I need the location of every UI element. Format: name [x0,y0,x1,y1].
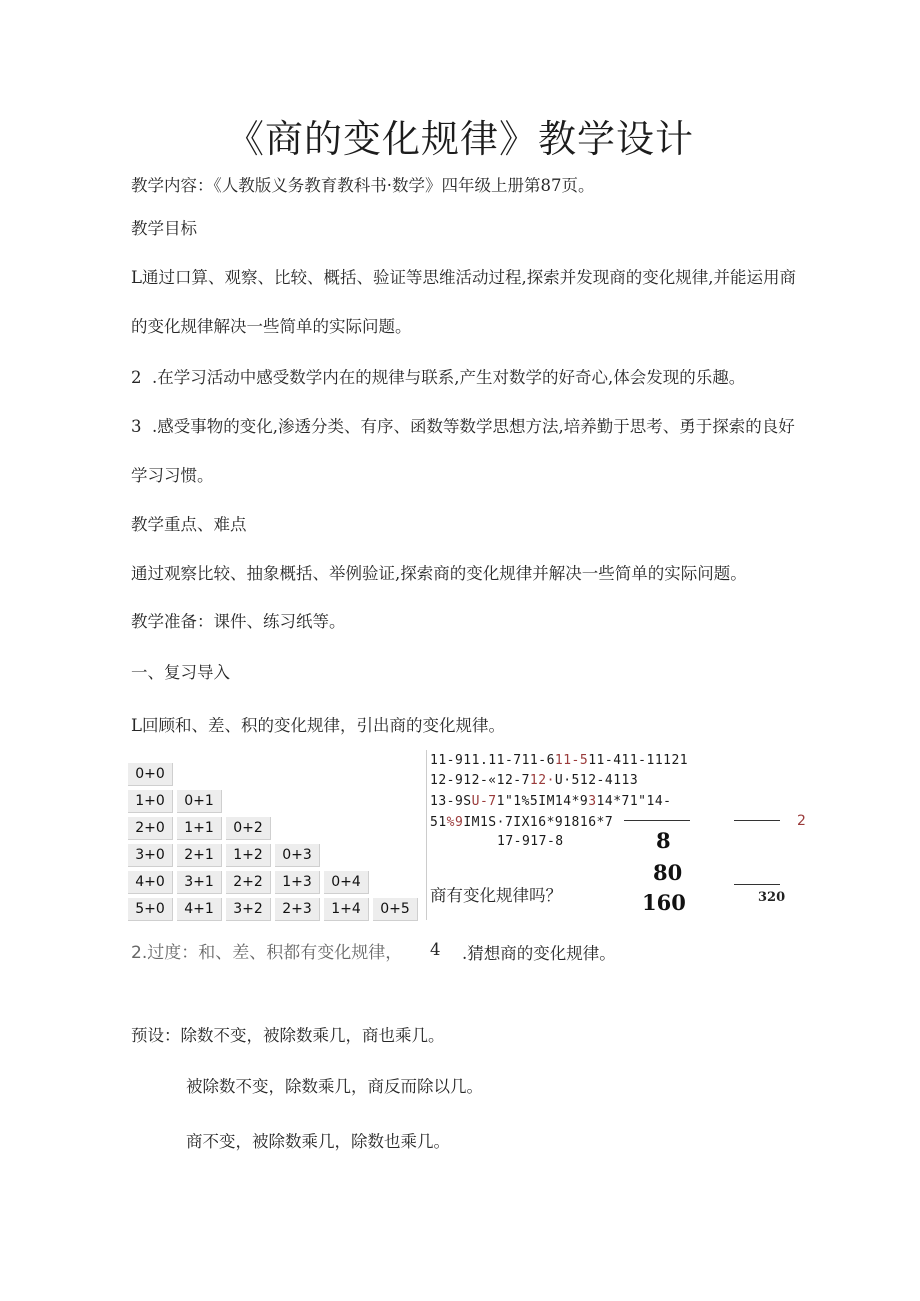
grid-cell: 0+0 [128,763,173,786]
formula-line-4 [430,815,613,830]
objective-3-line-2: 学习习惯。 [131,466,214,485]
formula-line-1-red: 11-5 [554,753,589,768]
teaching-content: 教学内容：《人教版义务教育教科书·数学》四年级上册第87页。 [131,176,595,195]
grid-cell: 3+2 [226,898,271,921]
grid-cell: 1+0 [128,790,173,813]
grid-cell: 4+1 [177,898,222,921]
formula-line-4-a: 51 [430,815,447,830]
section-review-heading: 一、复习导入 [131,663,230,682]
grid-cell: 1+1 [177,817,222,840]
hypothesis-3: 商不变，被除数乘几，除数也乘几。 [186,1132,450,1151]
transition-line [131,938,402,963]
grid-divider [426,750,427,920]
hypothesis-1: 预设：除数不变，被除数乘几，商也乘几。 [131,1026,445,1045]
formula-line-4-b: IM1S·7IX16*91816*7 [463,815,614,830]
rule-line-2 [734,820,780,821]
formula-line-3-red: U-7 [471,794,497,809]
preparation: 教学准备：课件、练习纸等。 [131,612,346,631]
formula-line-3-c: 14*71"14- [596,794,672,809]
formula-line-5: 17-917-8 [497,834,564,849]
key-points-text: 通过观察比较、抽象概括、举例验证,探索商的变化规律并解决一些简单的实际问题。 [131,564,747,583]
rule-line-1 [624,820,690,821]
objective-1-line-1: L通过口算、观察、比较、概括、验证等思维活动过程,探索并发现商的变化规律,并能运用商 [131,268,796,287]
transition-text-b: .猜想商的变化规律。 [462,944,616,963]
grid-cell: 2+0 [128,817,173,840]
number-2: 2 [797,813,806,829]
grid-cell: 0+1 [177,790,222,813]
grid-cell: 1+3 [275,871,320,894]
formula-line-1-a: 11-911.11-711-6 [430,753,555,768]
objectives-heading: 教学目标 [131,219,197,238]
review-text: L回顾和、差、积的变化规律，引出商的变化规律。 [131,716,505,735]
grid-cell: 0+4 [324,871,369,894]
number-320: 320 [758,890,786,905]
transition-text-a: 2.过度：和、差、积都有变化规律， [131,943,403,963]
number-8: 8 [656,828,671,853]
transition-number: 4 [430,940,441,959]
grid-cell: 0+5 [373,898,418,921]
formula-line-3-red-2: 3 [588,794,597,809]
objective-3-line-1: 3 .感受事物的变化,渗透分类、有序、函数等数学思想方法,培养勤于思考、勇于探索的良好 [131,417,795,436]
rule-line-3 [734,884,780,885]
grid-cell: 1+2 [226,844,271,867]
quotient-question: 商有变化规律吗？ [430,886,562,905]
grid-cell: 3+0 [128,844,173,867]
grid-cell: 3+1 [177,871,222,894]
formula-line-3 [430,794,672,809]
grid-cell: 5+0 [128,898,173,921]
formula-line-1-b: 11-411-11121 [588,753,689,768]
objective-2: 2 .在学习活动中感受数学内在的规律与联系,产生对数学的好奇心,体会发现的乐趣。 [131,368,746,387]
formula-line-3-a: 13-9S [430,794,472,809]
number-160: 160 [642,890,686,915]
formula-line-3-b: 1"1%5IM14*9 [496,794,589,809]
objective-1-line-2: 的变化规律解决一些简单的实际问题。 [131,317,412,336]
number-80: 80 [653,860,683,885]
grid-cell: 2+1 [177,844,222,867]
grid-cell: 0+3 [275,844,320,867]
hypothesis-2: 被除数不变，除数乘几，商反而除以几。 [186,1077,483,1096]
formula-line-2-b: U·512-4113 [554,773,639,788]
formula-line-4-red: %9 [446,815,464,830]
formula-line-2 [430,773,638,788]
grid-cell: 2+2 [226,871,271,894]
formula-line-1 [430,753,688,768]
key-points-heading: 教学重点、难点 [131,515,247,534]
grid-cell: 2+3 [275,898,320,921]
grid-cell: 4+0 [128,871,173,894]
page-title: 《商的变化规律》教学设计 [225,117,694,161]
formula-line-2-red: 12· [529,773,555,788]
grid-cell: 1+4 [324,898,369,921]
grid-cell: 0+2 [226,817,271,840]
formula-line-2-a: 12-912-«12-7 [430,773,530,788]
